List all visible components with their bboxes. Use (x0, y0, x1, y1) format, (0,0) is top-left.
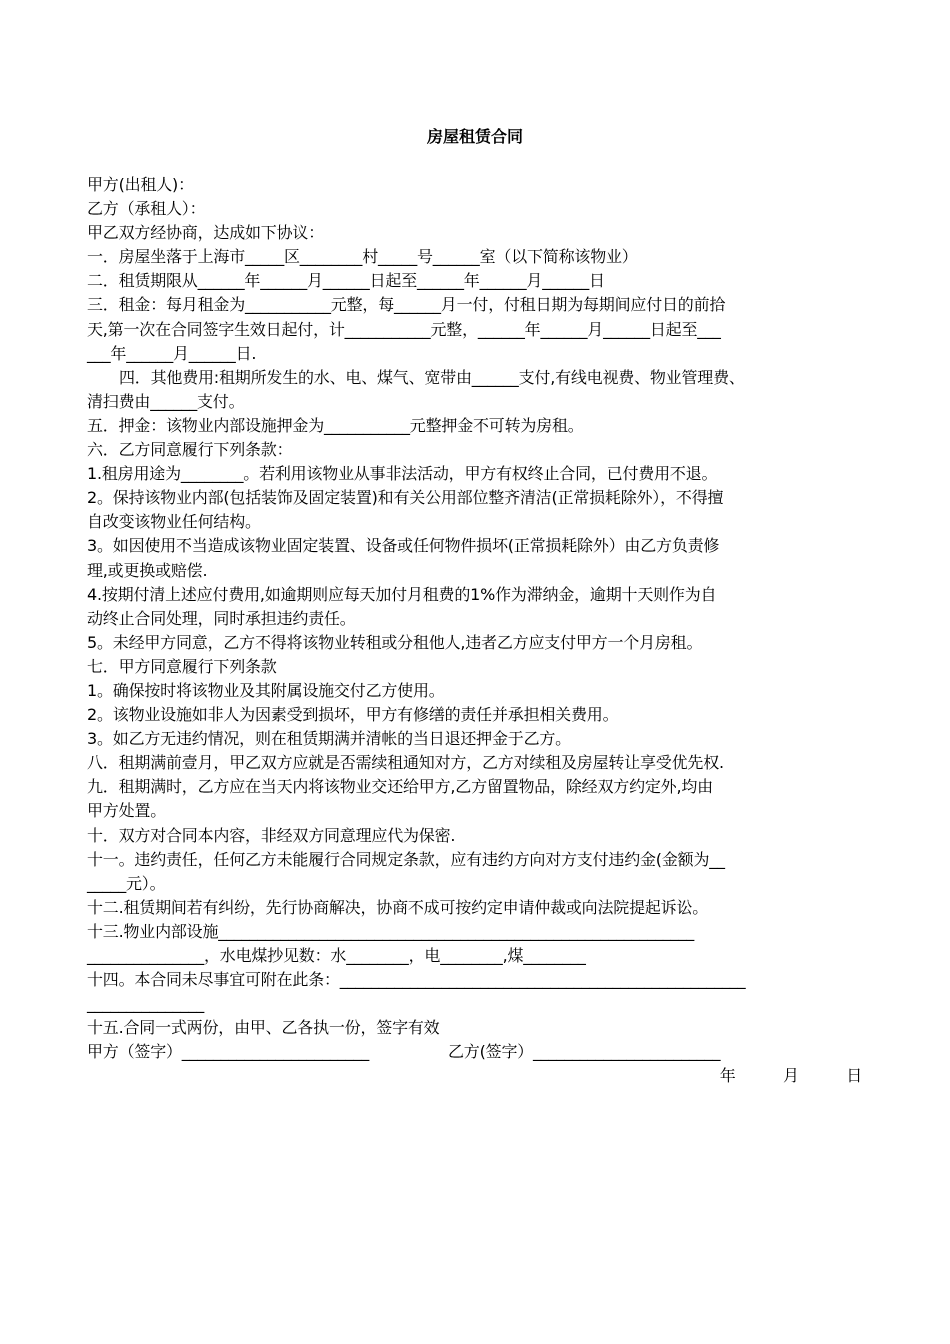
clause-8-renewal: 八．租期满前壹月，甲乙双方应就是否需续租通知对方，乙方对续租及房屋转让享受优先权. (87, 753, 724, 773)
clause-4-fees-line-2: 清扫费由______支付。 (87, 391, 245, 411)
contract-body (87, 173, 862, 1089)
clause-14-supplement-line-1: 十四。本合同未尽事宜可附在此条：____________________________________________________ (87, 970, 746, 990)
clause-1-location: 一．房屋坐落于上海市_____区________村_____号______室（以下简称该物业） (87, 247, 638, 267)
clause-3-rent-line-2: 天,第一次在合同签字生效日起付，计___________元整，______年______月______日起至___ (87, 319, 721, 339)
agreement-intro: 甲乙双方经协商，达成如下协议： (87, 223, 325, 243)
clause-6-item-3-line-2: 理,或更换或赔偿. (87, 560, 208, 580)
date-line: 年 月 日 (719, 1066, 862, 1086)
party-a-line: 甲方(出租人)： (87, 175, 194, 194)
clause-6-item-3-line-1: 3。如因使用不当造成该物业固定装置、设备或任何物件损坏(正常损耗除外）由乙方负责修 (87, 536, 720, 556)
clause-6-item-1: 1.租房用途为________。若利用该物业从事非法活动，甲方有权终止合同，已付费用不退。 (87, 464, 718, 484)
clause-13-facilities-line-2: _______________，水电煤抄见数：水________，电________,煤________ (87, 946, 586, 965)
clause-13-facilities-line-1: 十三.物业内部设施_____________________________________________________________ (87, 921, 695, 941)
clause-12-disputes: 十二.租赁期间若有纠纷，先行协商解决，协商不成可按约定申请仲裁或向法院提起诉讼。 (87, 897, 709, 917)
clause-7-heading: 七．甲方同意履行下列条款 (87, 656, 277, 676)
clause-6-item-2-line-1: 2。保持该物业内部(包括装饰及固定装置)和有关公用部位整齐清洁(正常损耗除外），不得擅 (87, 488, 724, 508)
clause-5-deposit: 五．押金：该物业内部设施押金为___________元整押金不可转为房租。 (87, 415, 584, 435)
clause-11-breach-line-2: _____元）。 (87, 873, 166, 893)
clause-7-item-3: 3。如乙方无违约情况，则在租赁期满并清帐的当日退还押金于乙方。 (87, 729, 571, 749)
clause-14-supplement-line-2: _______________ (87, 994, 205, 1014)
clause-7-item-2: 2。该物业设施如非人为因素受到损坏，甲方有修缮的责任并承担相关费用。 (87, 705, 619, 725)
clause-3-rent-line-1: 三．租金：每月租金为___________元整，每______月一付，付租日期为每期间应付日的前拾 (87, 295, 726, 315)
clause-4-fees-line-1: 四．其他费用:租期所发生的水、电、煤气、宽带由______支付,有线电视费、物业管理费、 (119, 367, 745, 387)
clause-9-expiry-line-1: 九．租期满时，乙方应在当天内将该物业交还给甲方,乙方留置物品，除经双方约定外,均由 (87, 777, 713, 797)
clause-6-item-5: 5。未经甲方同意，乙方不得将该物业转租或分租他人,违者乙方应支付甲方一个月房租。 (87, 632, 703, 652)
party-b-line: 乙方（承租人）： (87, 199, 206, 219)
clause-7-item-1: 1。确保按时将该物业及其附属设施交付乙方使用。 (87, 680, 445, 700)
clause-10-confidentiality: 十．双方对合同本内容，非经双方同意理应代为保密. (87, 825, 456, 845)
clause-3-rent-line-3: ___年______月______日. (87, 343, 257, 363)
clause-2-term: 二．租赁期限从______年______月______日起至______年______月______日 (87, 271, 605, 291)
document-title: 房屋租赁合同 (426, 127, 523, 146)
clause-11-breach-line-1: 十一。违约责任，任何乙方未能履行合同规定条款，应有违约方向对方支付违约金(金额为__ (87, 849, 725, 869)
clause-6-item-2-line-2: 自改变该物业任何结构。 (87, 512, 261, 532)
clause-6-item-4-line-2: 动终止合同处理，同时承担违约责任。 (87, 608, 356, 628)
clause-15-copies: 十五.合同一式两份，由甲、乙各执一份，签字有效 (87, 1018, 440, 1038)
clause-6-item-4-line-1: 4.按期付清上述应付费用,如逾期则应每天加付月租费的1%作为滞纳金，逾期十天则作为自 (87, 584, 717, 604)
clause-6-heading: 六．乙方同意履行下列条款： (87, 440, 293, 460)
clause-9-expiry-line-2: 甲方处置。 (87, 801, 167, 821)
signature-line: 甲方（签字）________________________ 乙方(签字）________________________ (87, 1042, 721, 1062)
